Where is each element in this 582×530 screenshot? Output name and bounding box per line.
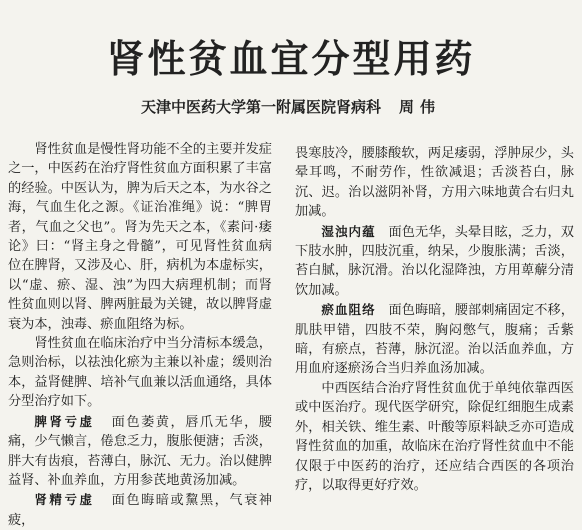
right-column <box>295 144 574 495</box>
paragraph-integrated-medicine: 中西医结合治疗肾性贫血优于单纯依靠西医或中医治疗。现代医学研究，除促红细胞生成素外，相关铁、维生素、叶酸等原料缺乏亦可造成肾性贫血的加重，故临床在治疗肾性贫血中不能仅限于中医药的治疗，还应结合西医的各项治疗，以取得更好疗效。 <box>295 380 574 493</box>
subheading-kidney-essence-deficiency: 肾精亏虚 <box>34 492 95 508</box>
paragraph-treatment-principle: 肾性贫血在临床治疗中当分清标本缓急，急则治标，以祛浊化瘀为主兼以补虚；缓则治本，益肾健脾、培补气血兼以活血通络，具体分型治疗如下。 <box>8 336 272 410</box>
subheading-blood-stasis: 瘀血阻络 <box>321 302 376 318</box>
affiliation: 天津中医药大学第一附属医院肾病科 <box>140 98 381 116</box>
text-damp-turbidity: 面色无华，头晕目眩，乏力，双下肢水肿，四肢沉重，纳呆，少腹胀满；舌淡，苔白腻，脉沉滑。治以化湿降浊，方用萆薢分清饮加减。 <box>295 224 574 298</box>
text-kidney-essence-deficiency: 面色晦暗或黧黑，气衰神疲， <box>8 493 272 528</box>
paragraph-spleen-kidney-deficiency <box>8 412 272 491</box>
paragraph-blood-stasis <box>295 300 574 379</box>
author-name: 周伟 <box>399 98 442 116</box>
paragraph-damp-turbidity <box>295 222 574 301</box>
subheading-spleen-kidney-deficiency: 脾肾亏虚 <box>34 413 95 429</box>
article-title: 肾性贫血宜分型用药 <box>106 37 476 81</box>
text-blood-stasis: 面色晦暗，腰部刺痛固定不移，肌肤甲错，四肢不荣，胸闷憋气，腹痛；舌紫暗，有瘀点，苔薄，脉沉涩。治以活血养血，方用血府逐瘀汤合当归养血汤加减。 <box>295 303 574 377</box>
left-column <box>8 140 272 530</box>
paragraph-kidney-essence-deficiency <box>8 490 272 530</box>
byline <box>0 96 582 117</box>
subheading-damp-turbidity: 湿浊内蕴 <box>321 223 376 239</box>
paragraph-intro: 肾性贫血是慢性肾功能不全的主要并发症之一，中医药在治疗肾性贫血方面积累了丰富的经验。中医认为，脾为后天之本，为水谷之海，气血生化之源。《证治准绳》说：“脾胃者，气血之父也”。肾为先天之本，《素问·痿论》曰：“肾主身之骨髓”，可见肾性贫血病位在脾肾，又涉及心、肝，病机为本虚标实，以“虚、瘀、湿、浊”为四大病理机制；而肾性贫血则以肾、脾两脏最为关键，故以脾肾虚衰为本，浊毒、瘀血阻络为标。 <box>8 142 272 332</box>
paragraph-kidney-essence-continued: 畏寒肢冷，腰膝酸软，两足痿弱，浮肿尿少，头晕耳鸣，不耐劳作，性欲减退；舌淡苔白，脉沉、迟。治以滋阴补肾，方用六味地黄合右归丸加减。 <box>295 146 574 220</box>
text-spleen-kidney-deficiency: 面色萎黄，唇爪无华，腰痛，少气懒言，倦怠乏力，腹胀便溏；舌淡，胖大有齿痕，苔薄白，脉沉、无力。治以健脾益肾、补血养血，方用参芪地黄汤加减。 <box>8 414 272 488</box>
